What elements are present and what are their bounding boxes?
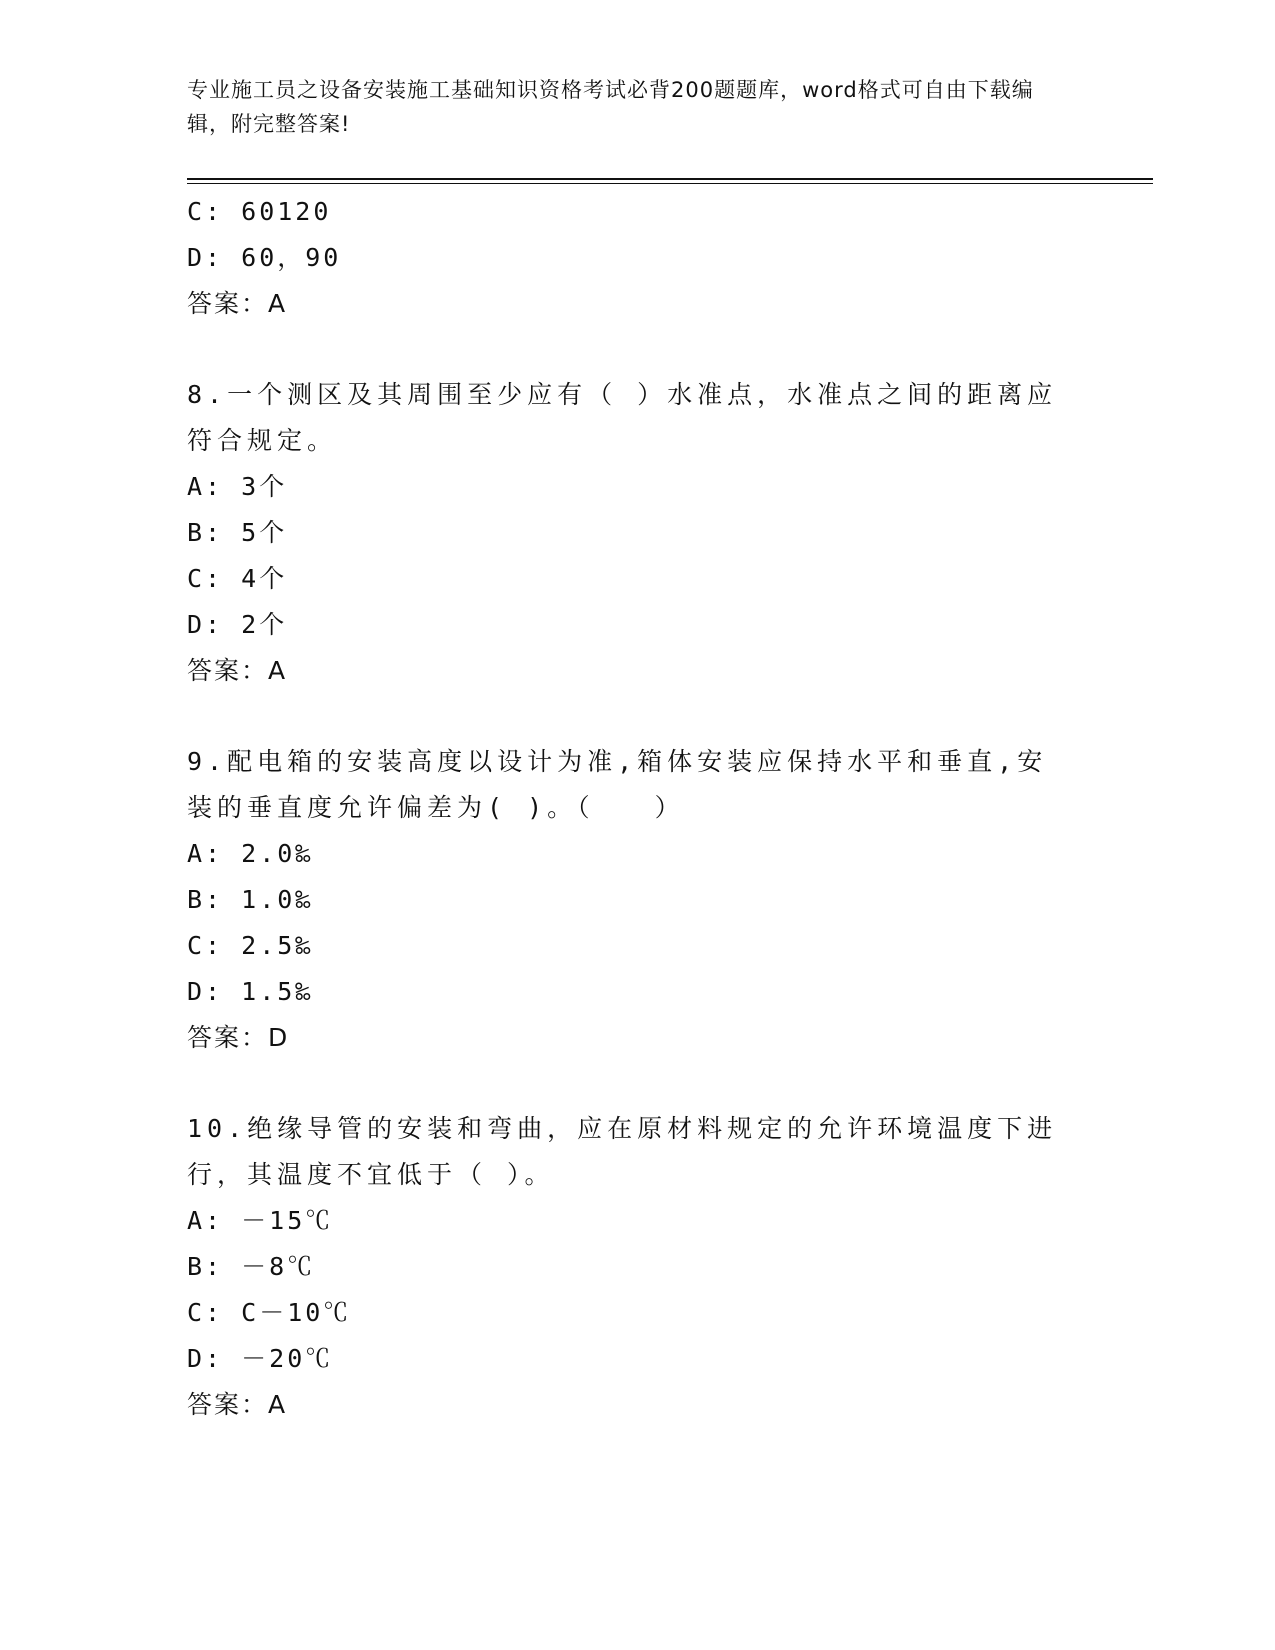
answer-line: 答案：A — [187, 289, 288, 318]
question-9 — [187, 739, 1087, 1061]
option-c: C: 60120 — [187, 197, 332, 226]
question-text: 8.一个测区及其周围至少应有（ ）水准点，水准点之间的距离应符合规定。 — [187, 380, 1058, 455]
answer-line: 答案：A — [187, 656, 288, 685]
answer-line: 答案：D — [187, 1023, 290, 1052]
question-7-tail — [187, 189, 1087, 327]
option-a: A: 2.0‰ — [187, 839, 314, 868]
question-text: 9.配电箱的安装高度以设计为准,箱体安装应保持水平和垂直,安装的垂直度允许偏差为( )。（ ） — [187, 747, 1048, 822]
option-d: D: 60，90 — [187, 243, 342, 272]
option-d: D: 2个 — [187, 610, 288, 639]
question-10 — [187, 1106, 1087, 1428]
answer-line: 答案：A — [187, 1390, 288, 1419]
document-header: 专业施工员之设备安装施工基础知识资格考试必背200题题库，word格式可自由下载编辑，附完整答案! — [187, 78, 1034, 136]
option-c: C: C－10℃ — [187, 1298, 352, 1327]
option-b: B: 1.0‰ — [187, 885, 314, 914]
option-c: C: 4个 — [187, 564, 288, 593]
option-b: B: 5个 — [187, 518, 288, 547]
option-c: C: 2.5‰ — [187, 931, 314, 960]
option-a: A: －15℃ — [187, 1206, 334, 1235]
option-d: D: 1.5‰ — [187, 977, 314, 1006]
header-rule-thick — [187, 178, 1153, 180]
header-rule-thin — [187, 183, 1153, 184]
question-text: 10.绝缘导管的安装和弯曲，应在原材料规定的允许环境温度下进行，其温度不宜低于（ ）。 — [187, 1114, 1058, 1189]
question-8 — [187, 372, 1087, 694]
option-d: D: －20℃ — [187, 1344, 334, 1373]
option-b: B: －8℃ — [187, 1252, 316, 1281]
question-content — [187, 189, 1087, 1428]
option-a: A: 3个 — [187, 472, 288, 501]
